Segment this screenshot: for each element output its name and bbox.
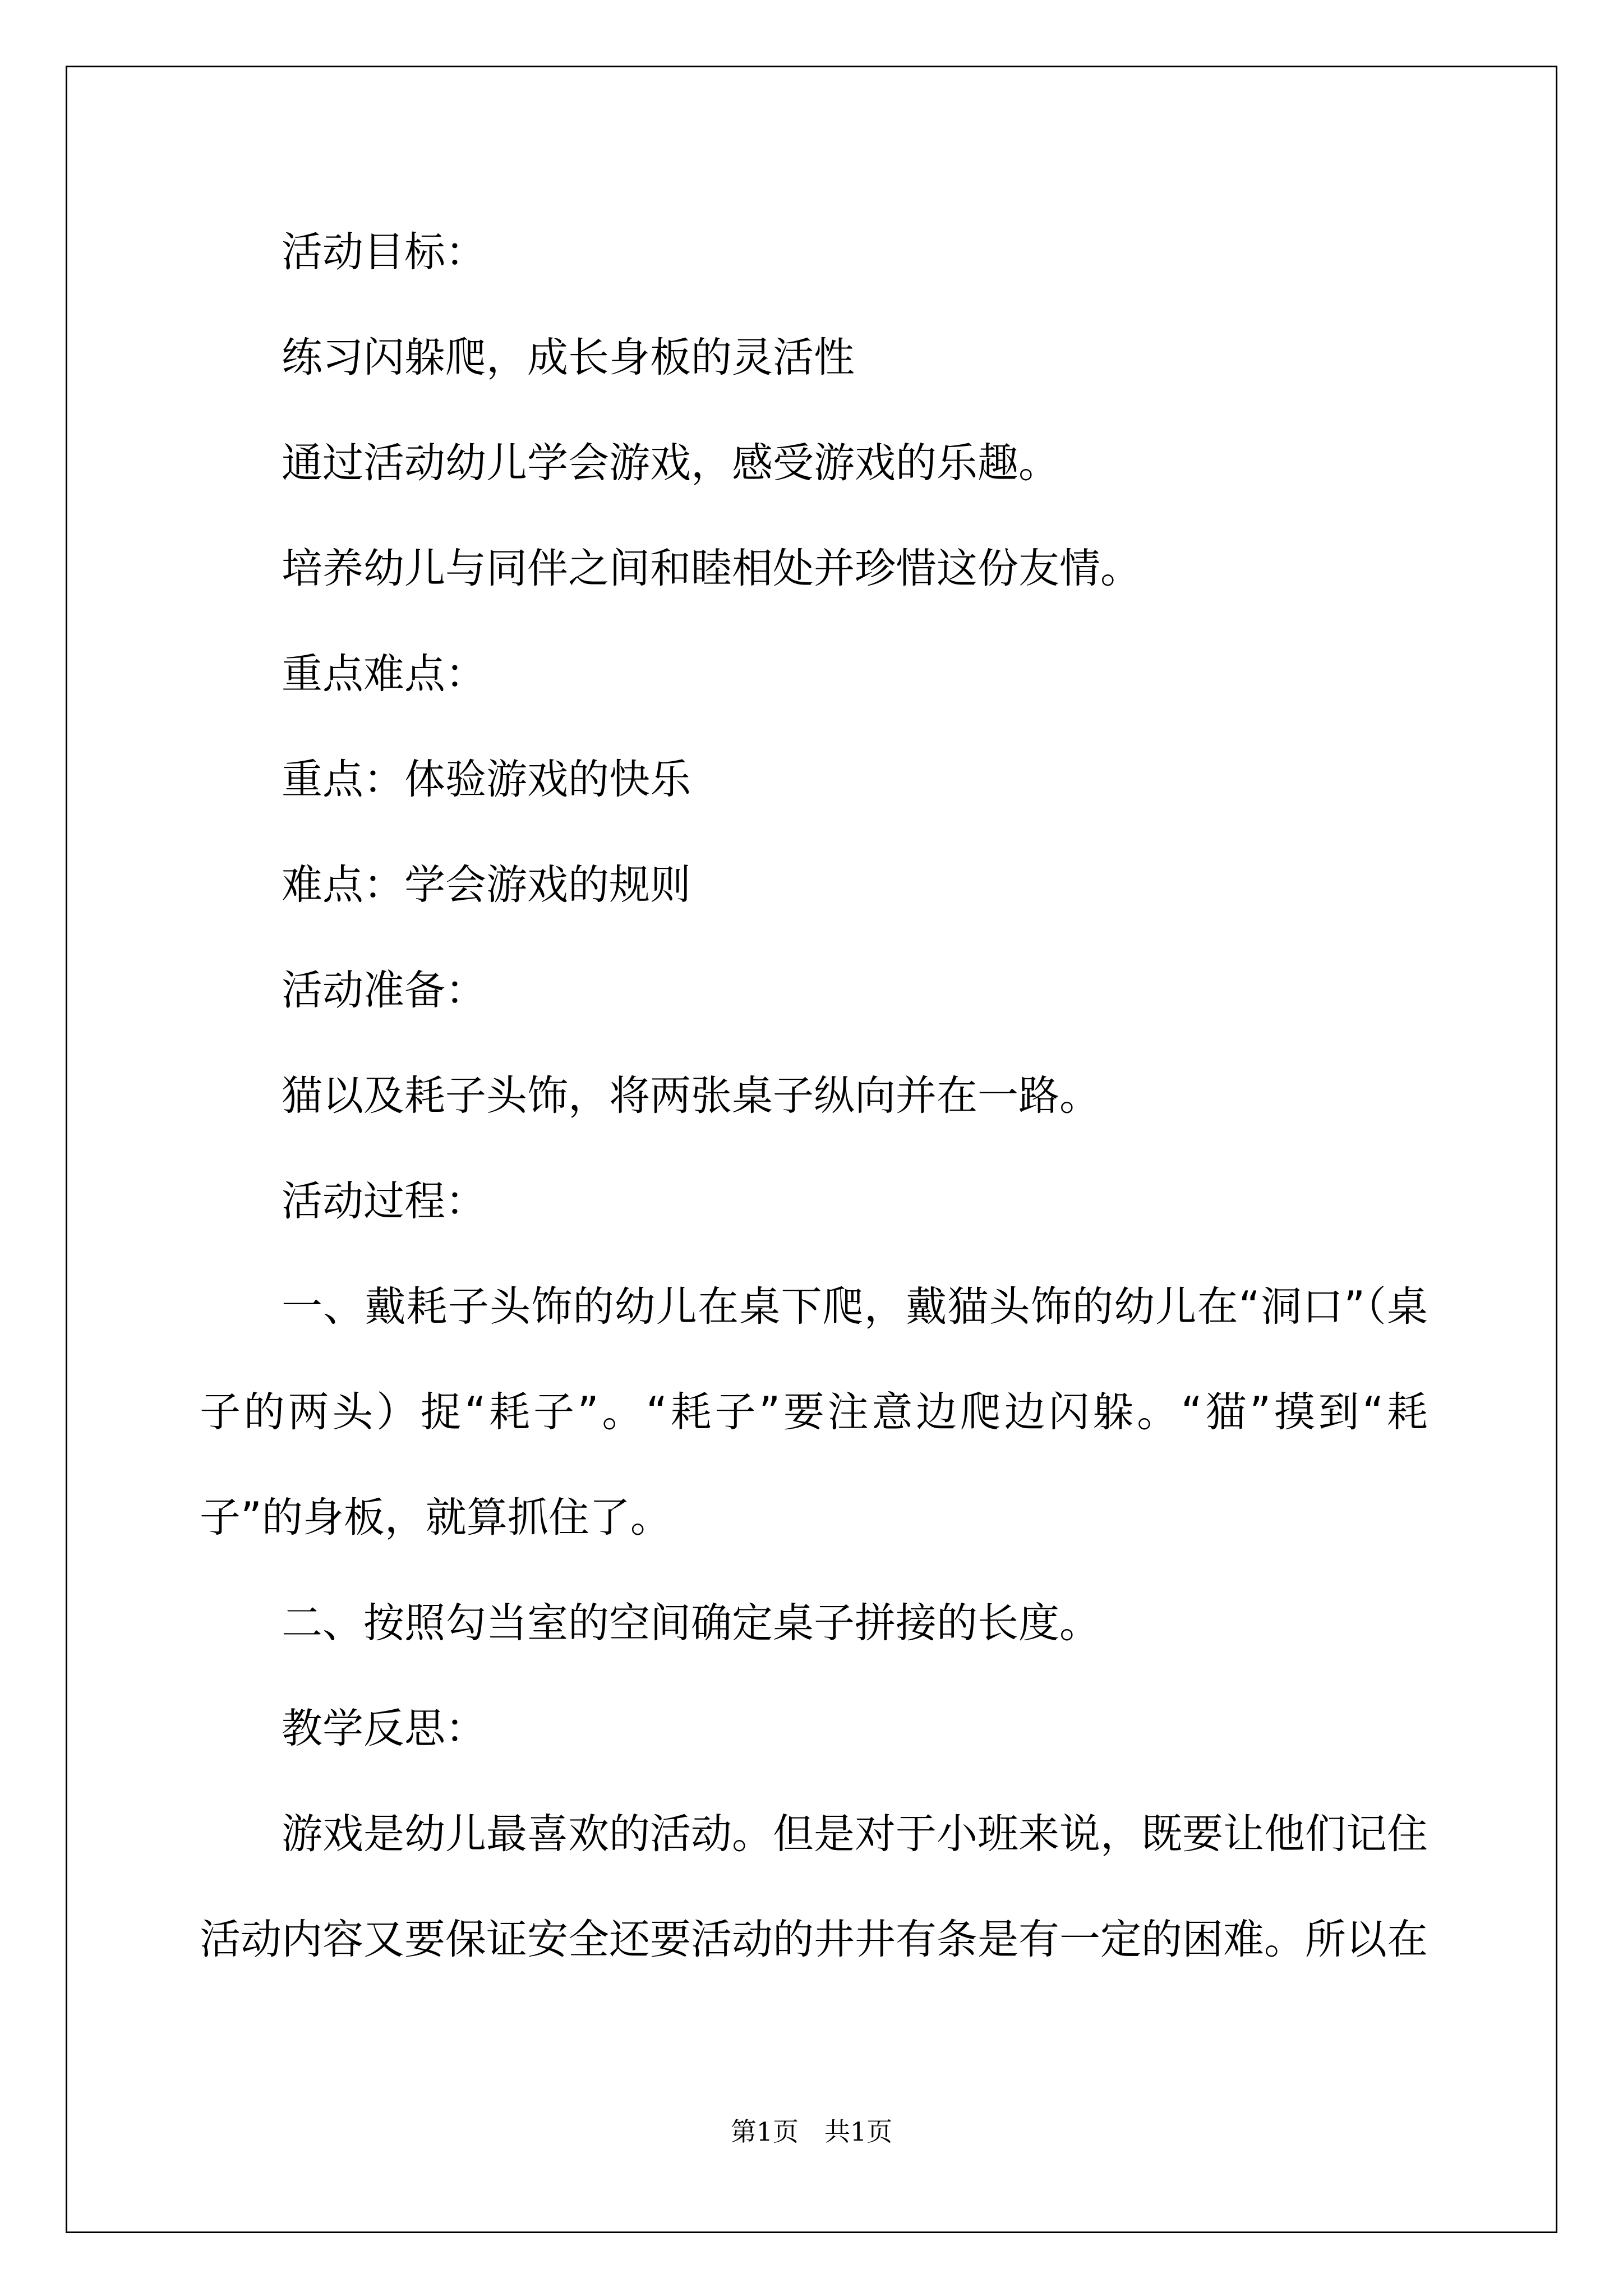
paragraph-goal-3: 培养幼儿与同伴之间和睦相处并珍惜这份友情。: [282, 545, 1141, 592]
paragraph-process-step-2: 二、按照勾当室的空间确定桌子拼接的长度。: [282, 1599, 1100, 1647]
paragraph-goal-1: 练习闪躲爬，成长身板的灵活性: [282, 334, 855, 381]
paragraph-process-step-1: 一、戴耗子头饰的幼儿在桌下爬，戴猫头饰的幼儿在“洞口”（桌子的两头）捉“耗子”。“耗子”要注意边爬边闪躲。“猫”摸到“耗子”的身板，就算抓住了。: [200, 1283, 1428, 1542]
paragraph-preparation-heading: 活动准备：: [282, 967, 486, 1014]
paragraph-reflection-heading: 教学反思：: [282, 1705, 486, 1752]
paragraph-key-point: 重点：体验游戏的快乐: [282, 756, 691, 803]
paragraph-key-points-heading: 重点难点：: [282, 650, 486, 698]
paragraph-preparation: 猫以及耗子头饰，将两张桌子纵向并在一路。: [282, 1072, 1100, 1120]
paragraph-activity-goals-heading: 活动目标：: [282, 228, 486, 276]
paragraph-goal-2: 通过活动幼儿学会游戏，感受游戏的乐趣。: [282, 439, 1059, 487]
paragraph-difficulty: 难点：学会游戏的规则: [282, 861, 691, 909]
paragraph-process-heading: 活动过程：: [282, 1177, 486, 1225]
paragraph-reflection: 游戏是幼儿最喜欢的活动。但是对于小班来说，既要让他们记住活动内容又要保证安全还要活动的井井有条是有一定的困难。所以在: [200, 1810, 1428, 1963]
page-footer: 第1页 共1页: [730, 2116, 893, 2147]
